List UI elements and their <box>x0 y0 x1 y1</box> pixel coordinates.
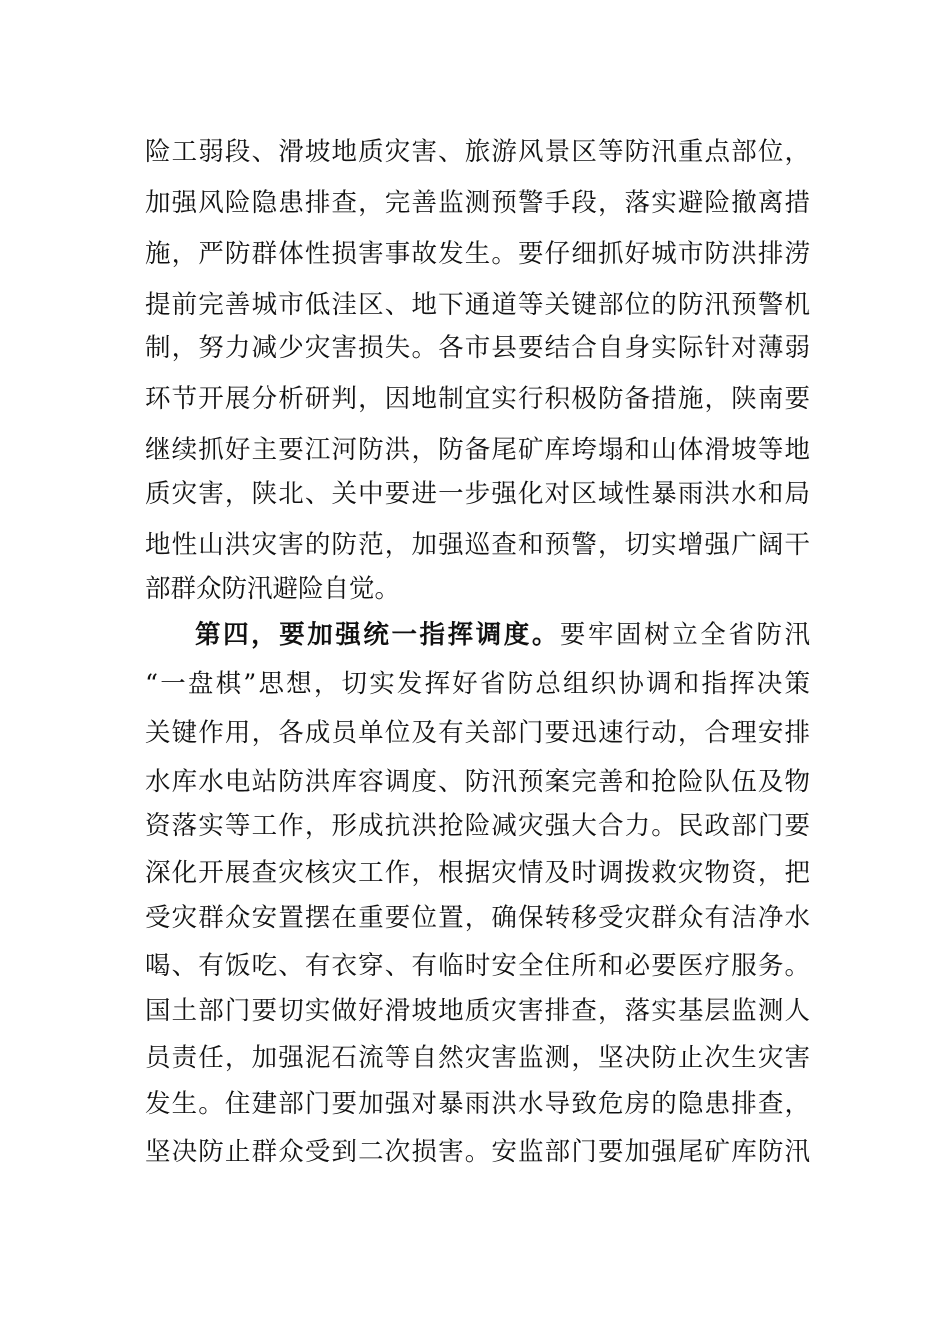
paragraph-line: 加强风险隐患排查，完善监测预警手段，落实避险撤离措 <box>145 188 810 218</box>
paragraph-line: 继续抓好主要江河防洪，防备尾矿库垮塌和山体滑坡等地 <box>145 435 810 465</box>
paragraph-line: 地性山洪灾害的防范，加强巡查和预警，切实增强广阔干 <box>145 530 810 560</box>
paragraph-line: 国土部门要切实做好滑坡地质灾害排查，落实基层监测人 <box>145 996 810 1026</box>
paragraph-text: 要牢固树立全省防汛 <box>559 620 810 650</box>
paragraph-line: 水库水电站防洪库容调度、防汛预案完善和抢险队伍及物 <box>145 767 810 797</box>
paragraph-line: 关键作用，各成员单位及有关部门要迅速行动，合理安排 <box>145 718 810 748</box>
paragraph-line: 发生。住建部门要加强对暴雨洪水导致危房的隐患排查， <box>145 1089 810 1119</box>
paragraph-line: 受灾群众安置摆在重要位置，确保转移受灾群众有洁净水 <box>145 903 810 933</box>
section-heading: 第四，要加强统一指挥调度。 <box>195 620 560 650</box>
paragraph-line: 提前完善城市低洼区、地下通道等关键部位的防汛预警机 <box>145 290 810 320</box>
paragraph-first-line <box>195 615 810 655</box>
paragraph-line: “一盘棋”思想，切实发挥好省防总组织协调和指挥决策 <box>145 669 810 699</box>
paragraph-line: 资落实等工作，形成抗洪抢险减灾强大合力。民政部门要 <box>145 811 810 841</box>
paragraph-line: 险工弱段、滑坡地质灾害、旅游风景区等防汛重点部位， <box>145 137 810 167</box>
paragraph-line: 施，严防群体性损害事故发生。要仔细抓好城市防洪排涝 <box>145 239 810 269</box>
paragraph-line: 深化开展查灾核灾工作，根据灾情及时调拨救灾物资，把 <box>145 858 810 888</box>
paragraph-line: 质灾害，陕北、关中要进一步强化对区域性暴雨洪水和局 <box>145 479 810 509</box>
paragraph-line: 制，努力减少灾害损失。各市县要结合自身实际针对薄弱 <box>145 333 810 363</box>
paragraph-line: 环节开展分析研判，因地制宜实行积极防备措施，陕南要 <box>145 384 810 414</box>
paragraph-line: 坚决防止群众受到二次损害。安监部门要加强尾矿库防汛 <box>145 1137 810 1167</box>
paragraph-line: 部群众防汛避险自觉。 <box>145 574 401 604</box>
paragraph-line: 员责任，加强泥石流等自然灾害监测，坚决防止次生灾害 <box>145 1043 810 1073</box>
paragraph-line: 喝、有饭吃、有衣穿、有临时安全住所和必要医疗服务。 <box>145 951 810 981</box>
